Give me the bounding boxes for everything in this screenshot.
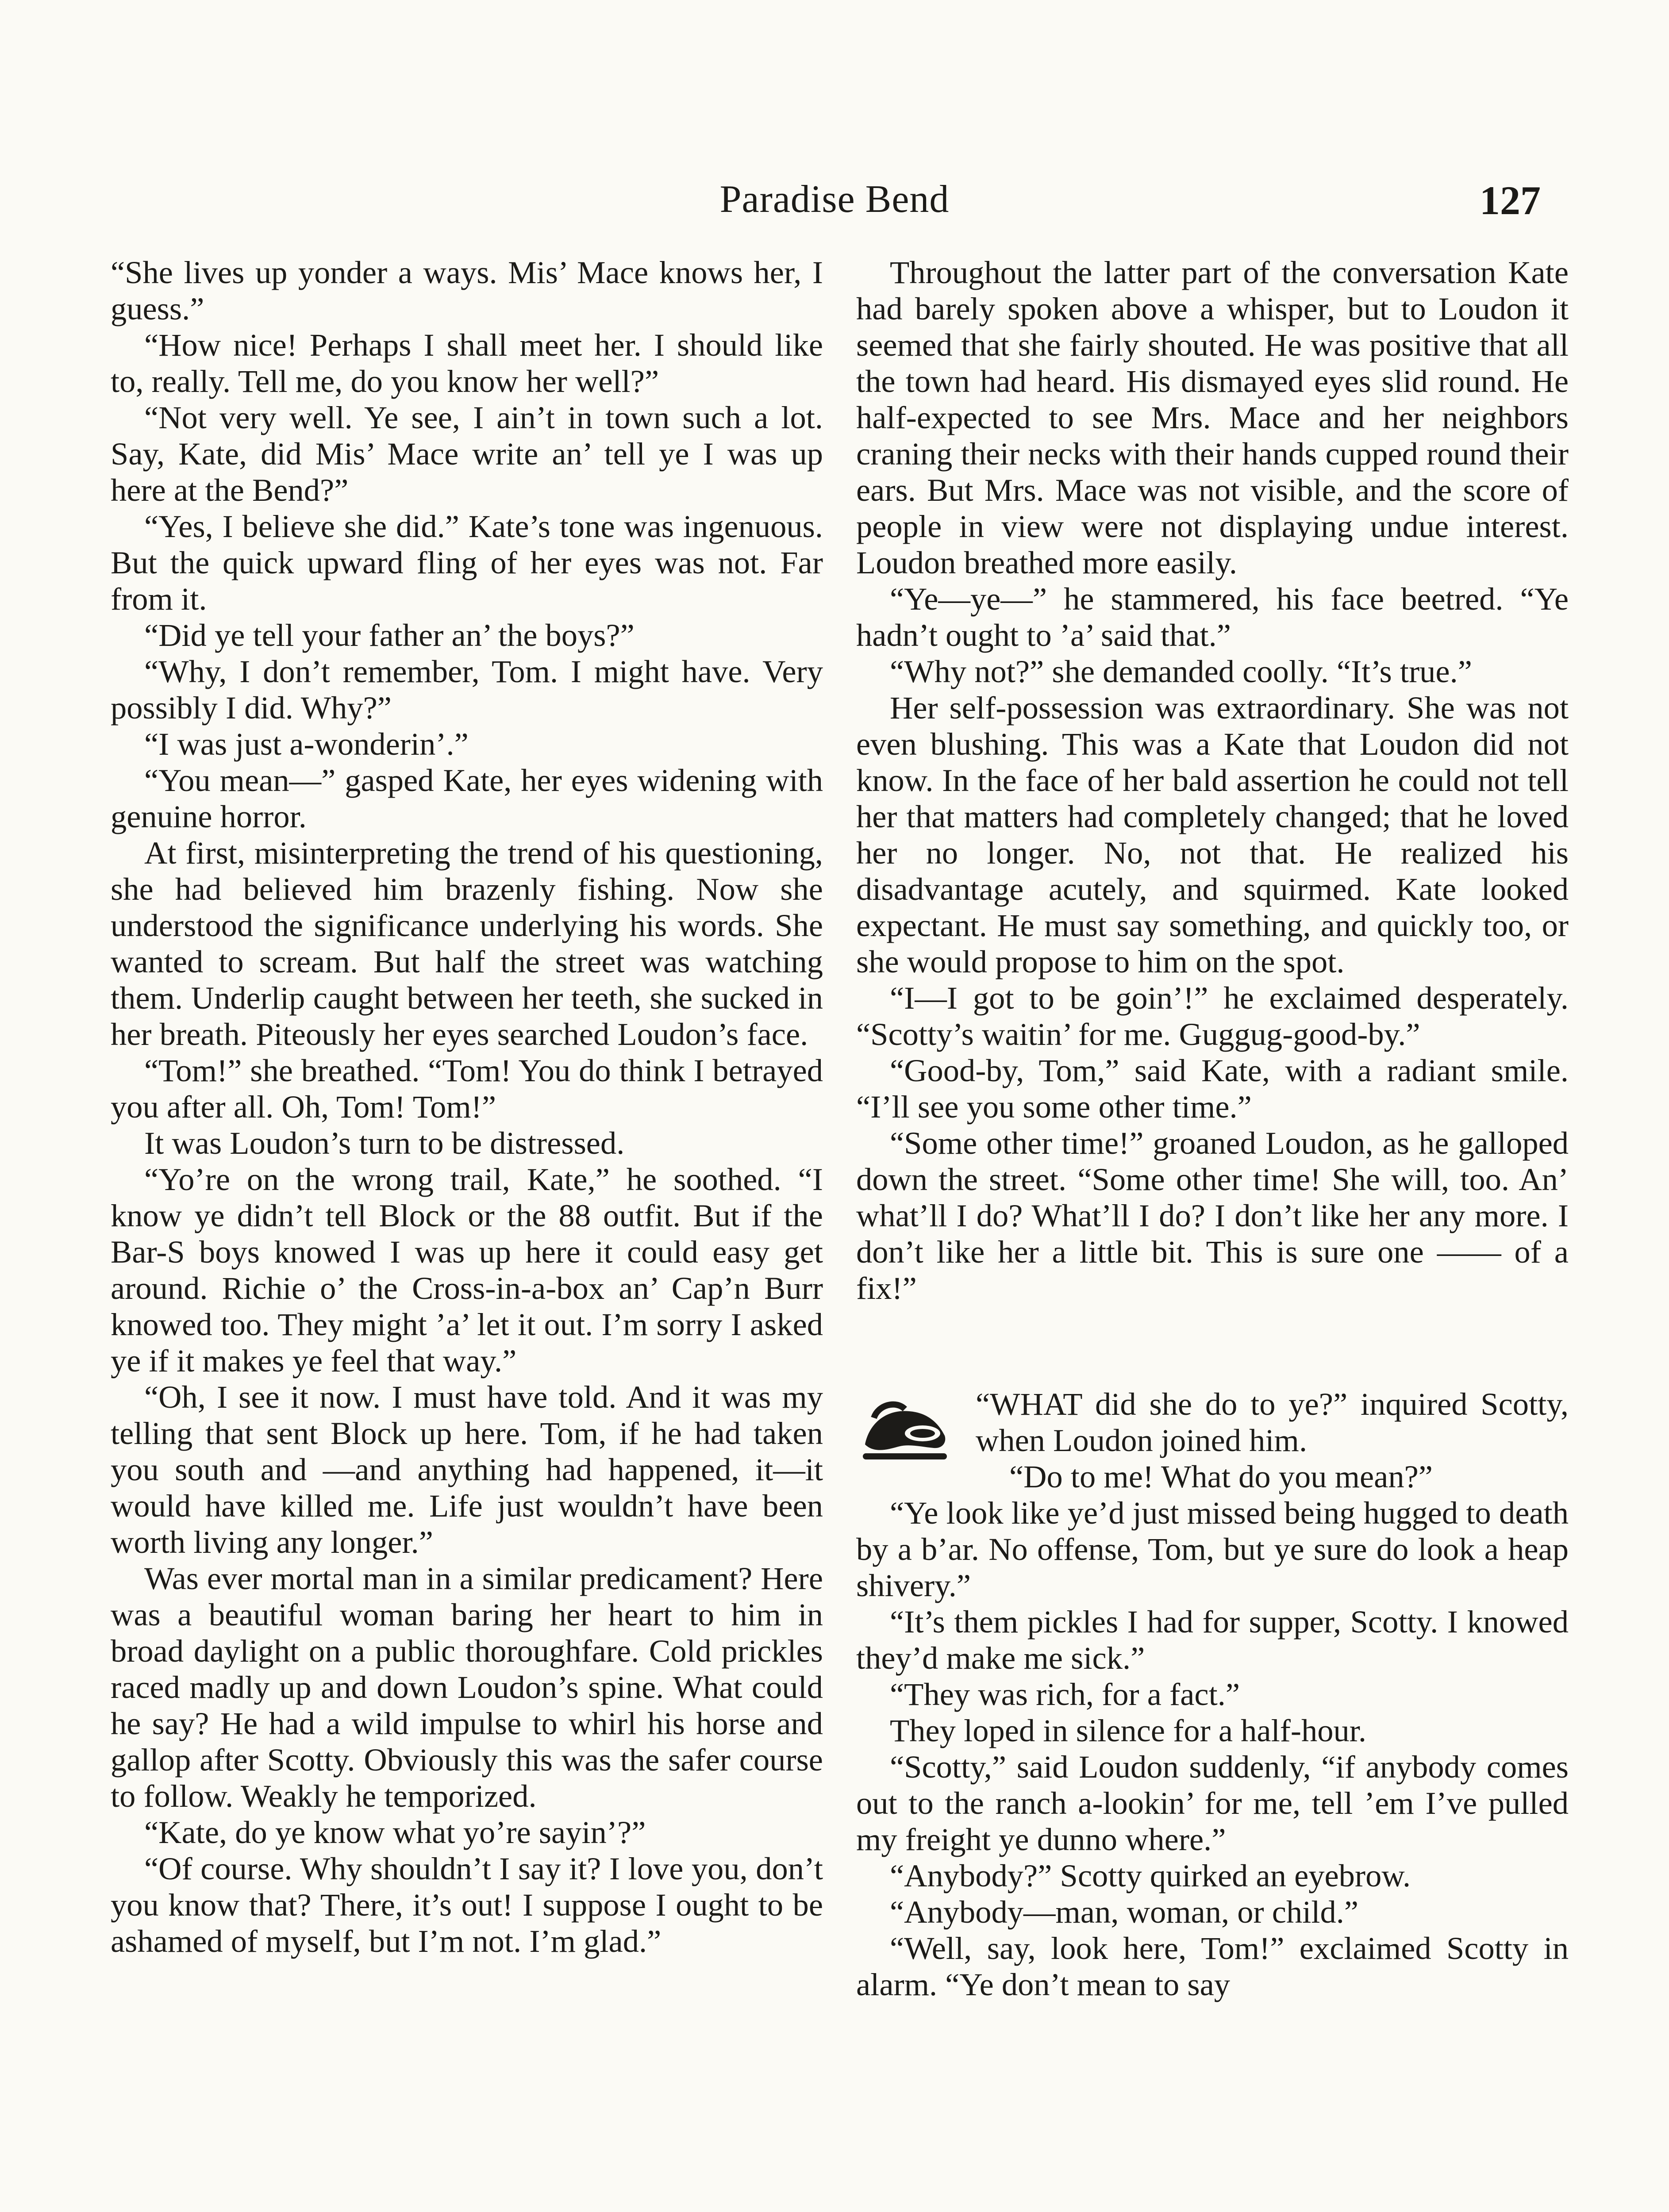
paragraph: It was Loudon’s turn to be distressed. [144,1125,625,1161]
section-opening [856,1386,1569,1495]
paragraph: Her self-possession was extraordinary. She was not even blushing. This was a Kate that Loudon did not know. In the face of her bald assertion he could not tell her that matters had completely changed; that he loved her no longer. No, not that. He realized his disadvantage acutely, and squirmed. Kate looked expectant. He must say something, and quickly too, or she would propose to him on the spot. [856,690,1569,979]
paragraph: “Why not?” she demanded coolly. “It’s true.” [890,653,1472,689]
paragraph: “Yes, I believe she did.” Kate’s tone was ingenuous. But the quick upward fling of her eyes was not. Far from it. [111,508,823,617]
paragraph: “How nice! Perhaps I shall meet her. I should like to, really. Tell me, do you know her well?” [111,327,823,399]
paragraph: “Good-by, Tom,” said Kate, with a radiant smile. “I’ll see you some other time.” [856,1052,1569,1125]
running-head: Paradise Bend [719,178,950,221]
paragraph: “Not very well. Ye see, I ain’t in town such a lot. Say, Kate, did Mis’ Mace write an’ tell ye I was up here at the Bend?” [111,399,823,508]
saddle-ornament-icon [856,1391,958,1467]
paragraph: “She lives up yonder a ways. Mis’ Mace knows her, I guess.” [111,254,823,326]
paragraph: “They was rich, for a fact.” [890,1676,1240,1712]
paragraph: “Some other time!” groaned Loudon, as he galloped down the street. “Some other time! She will, too. An’ what’ll I do? What’ll I do? I don’t like her any more. I don’t like her a little bit. This is sure one —— of a fix!” [856,1125,1569,1306]
paragraph: They loped in silence for a half-hour. [890,1713,1367,1748]
paragraph: “Oh, I see it now. I must have told. And it was my telling that sent Block up here. Tom, if he had taken you south and —and anything had happened, it—it would have killed me. Life just wouldn’t have been worth living any longer.” [111,1379,823,1560]
paragraph: “Ye—ye—” he stammered, his face beetred. “Ye hadn’t ought to ’a’ said that.” [856,581,1569,653]
paragraph: “I—I got to be goin’!” he exclaimed desperately. “Scotty’s waitin’ for me. Guggug-good-by.” [856,980,1569,1052]
paragraph: Was ever mortal man in a similar predicament? Here was a beautiful woman baring her heart to him in broad daylight on a public thoroughfare. Cold prickles raced madly up and down Loudon’s spine. What could he say? He had a wild impulse to whirl his horse and gallop after Scotty. Obviously this was the safer course to follow. Weakly he temporized. [111,1560,823,1814]
page-header [0,177,1669,226]
paragraph: “Tom!” she breathed. “Tom! You do think I betrayed you after all. Oh, Tom! Tom!” [111,1052,823,1125]
section-break [856,1306,1569,1386]
paragraph: “Anybody?” Scotty quirked an eyebrow. [890,1858,1411,1893]
page-number: 127 [1480,178,1541,223]
paragraph: “Kate, do ye know what yo’re sayin’?” [144,1814,646,1850]
paragraph: “Do to me! What do you mean?” [1009,1459,1433,1494]
paragraph: “Ye look like ye’d just missed being hugged to death by a b’ar. No offense, Tom, but ye sure do look a heap shivery.” [856,1495,1569,1603]
paragraph: “Scotty,” said Loudon suddenly, “if anybody comes out to the ranch a-lookin’ for me, tell ’em I’ve pulled my freight ye dunno where.” [856,1749,1569,1857]
paragraph: “Yo’re on the wrong trail, Kate,” he soothed. “I know ye didn’t tell Block or the 88 outfit. But if the Bar-S boys knowed I was up here it could easy get around. Richie o’ the Cross-in-a-box an’ Cap’n Burr knowed too. They might ’a’ let it out. I’m sorry I asked ye if it makes ye feel that way.” [111,1161,823,1379]
paragraph: “Well, say, look here, Tom!” exclaimed Scotty in alarm. “Ye don’t mean to say [856,1930,1569,2002]
paragraph: “Anybody—man, woman, or child.” [890,1894,1359,1930]
paragraph: Throughout the latter part of the conversation Kate had barely spoken above a whisper, but to Loudon it seemed that she fairly shouted. He was positive that all the town had heard. His dismayed eyes slid round. He half-expected to see Mrs. Mace and her neighbors craning their necks with their hands cupped round their ears. But Mrs. Mace was not visible, and the score of people in view were not displaying undue interest. Loudon breathed more easily. [856,254,1569,580]
paragraph: “Did ye tell your father an’ the boys?” [144,617,635,653]
paragraph: “You mean—” gasped Kate, her eyes widening with genuine horror. [111,762,823,834]
paragraph: “I was just a-wonderin’.” [144,726,469,762]
paragraph: “Of course. Why shouldn’t I say it? I love you, don’t you know that? There, it’s out! I suppose I ought to be ashamed of myself, but I’m not. I’m glad.” [111,1851,823,1959]
paragraph: “Why, I don’t remember, Tom. I might have. Very possibly I did. Why?” [111,653,823,726]
paragraph: At first, misinterpreting the trend of his questioning, she had believed him brazenly fishing. Now she understood the significance underlying his words. She wanted to scream. But half the street was watching them. Underlip caught between her teeth, she sucked in her breath. Piteously her eyes searched Loudon’s face. [111,835,823,1052]
right-column [856,254,1569,2003]
left-column [111,254,823,1959]
section-first-line: “WHAT did she do to ye?” inquired Scotty, when Loudon joined him. [976,1386,1569,1458]
paragraph: “It’s them pickles I had for supper, Scotty. I knowed they’d make me sick.” [856,1604,1569,1676]
